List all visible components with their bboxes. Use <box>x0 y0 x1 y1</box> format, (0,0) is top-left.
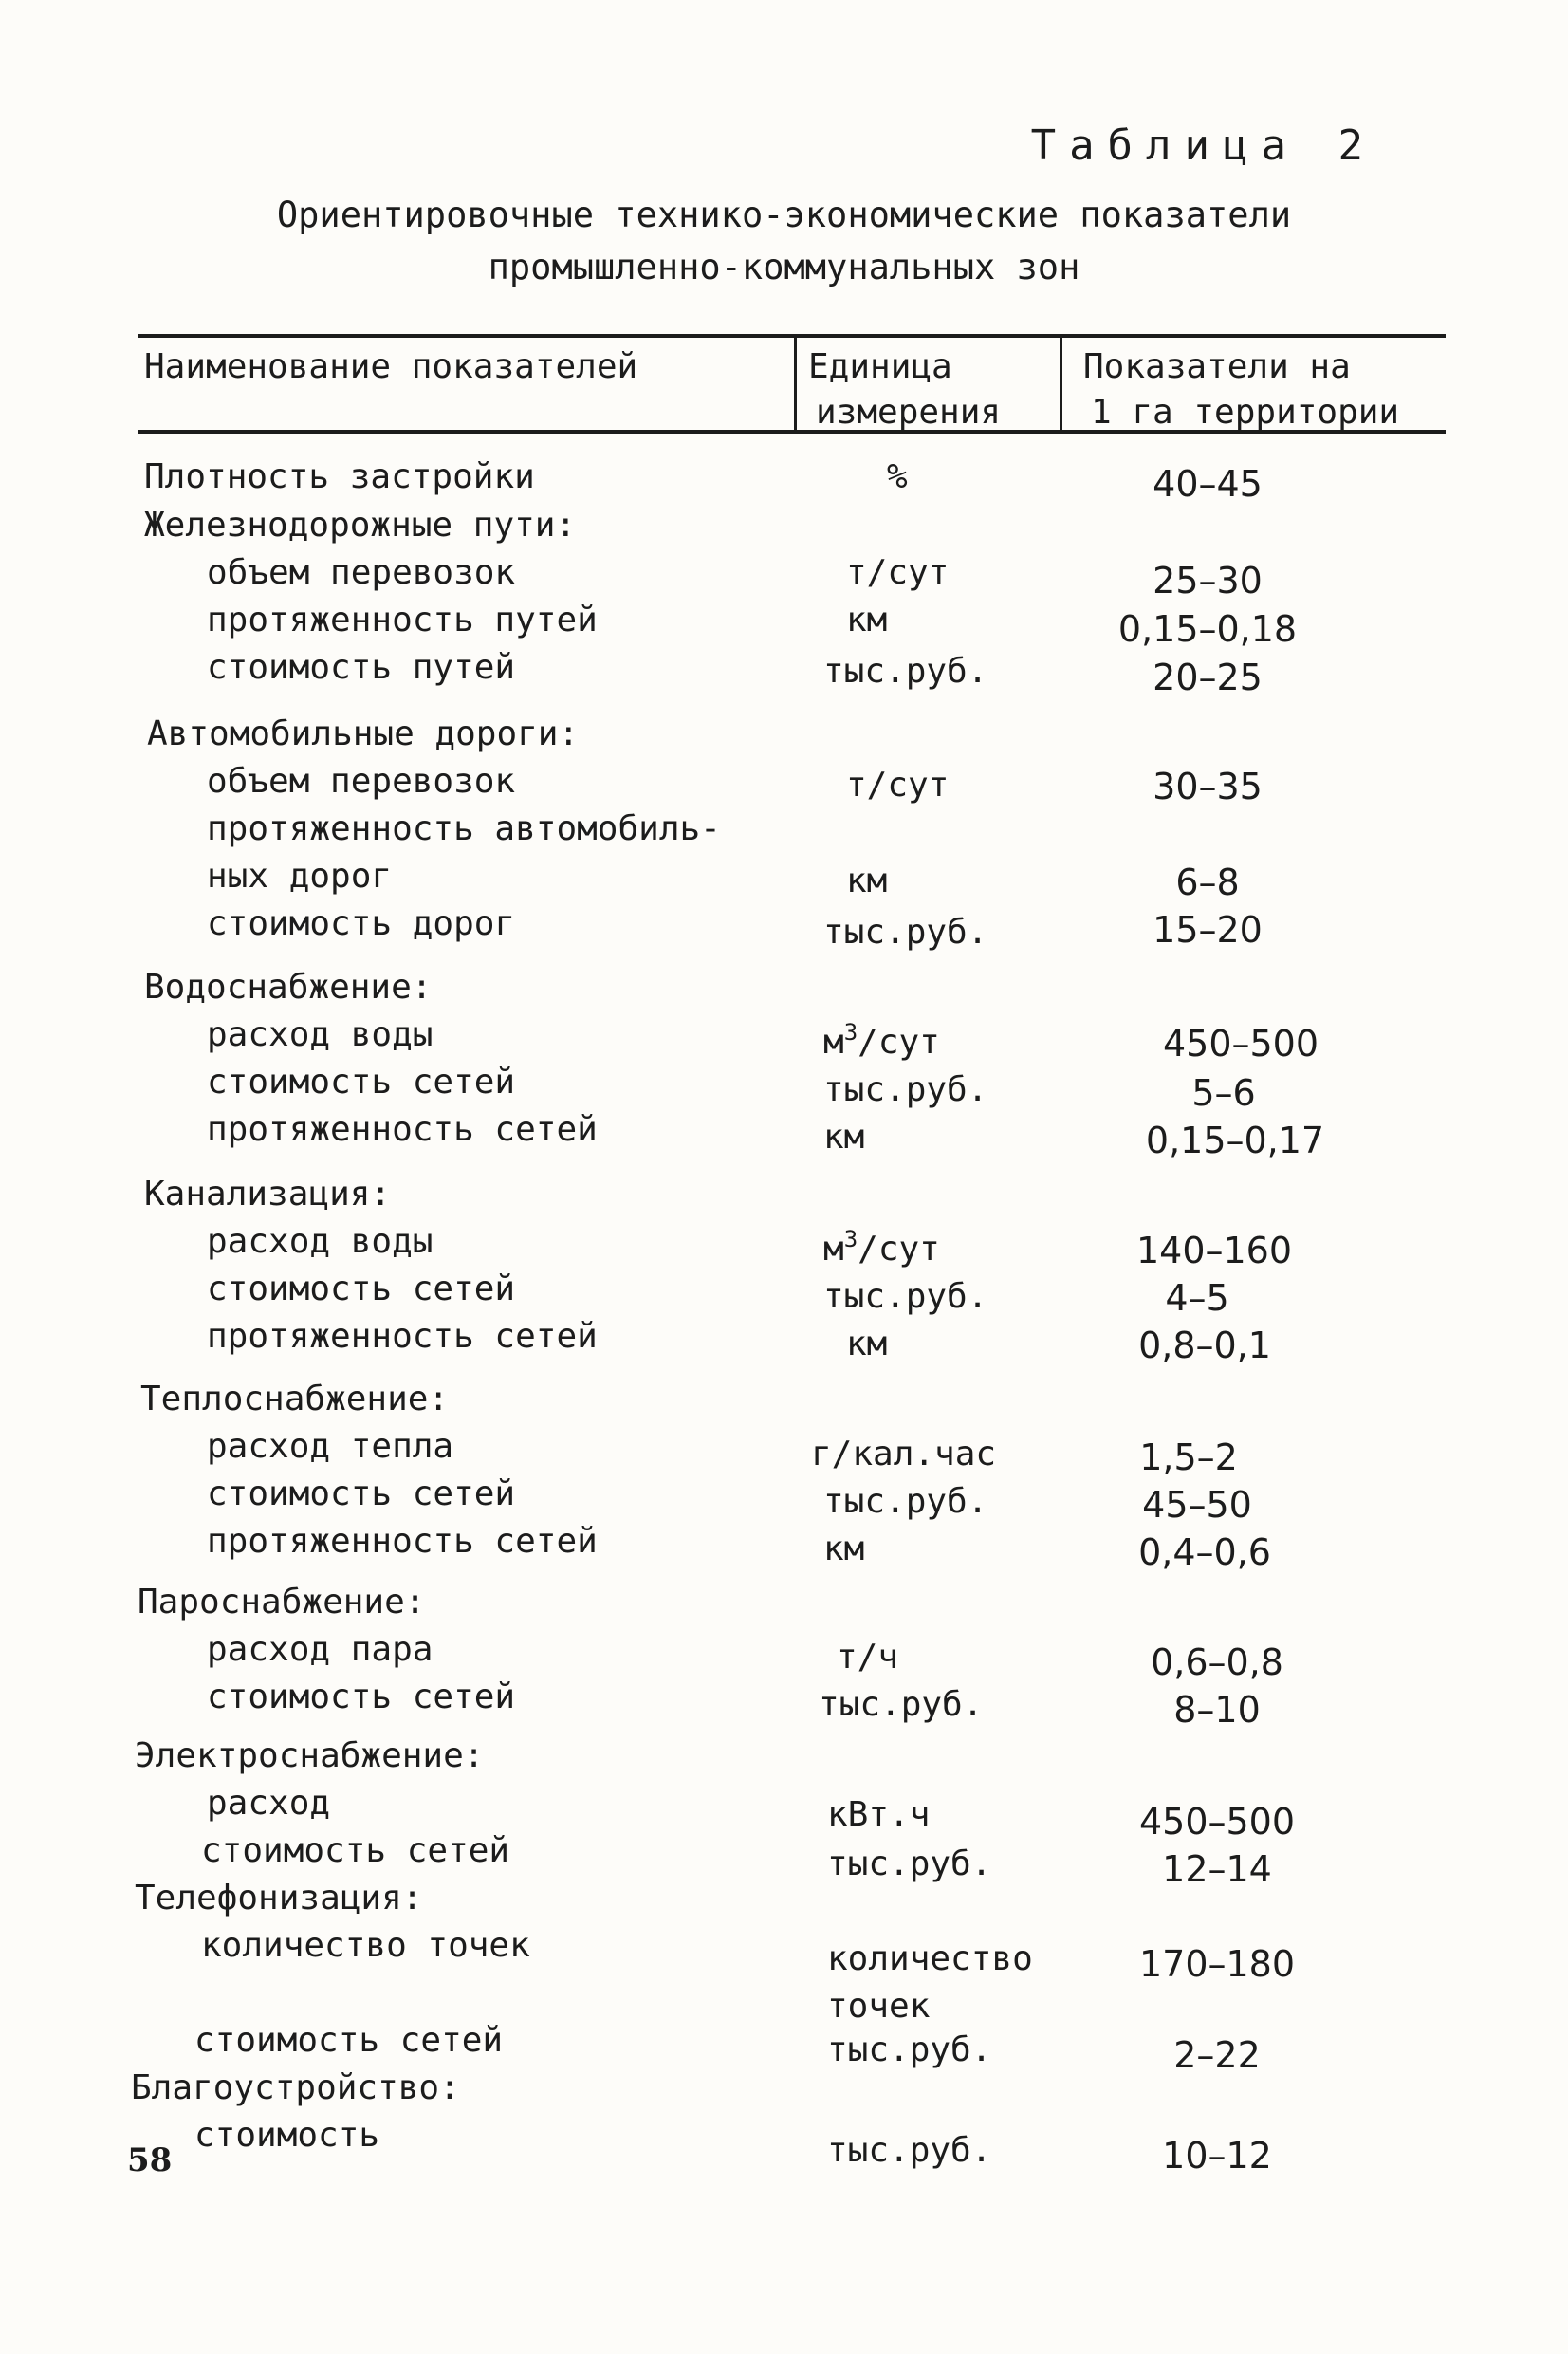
row-label: ных дорог <box>207 857 393 896</box>
row-label: Пароснабжение: <box>138 1583 426 1622</box>
row-unit: тыс.руб. <box>823 652 988 691</box>
row-unit: т/ч <box>837 1638 899 1677</box>
row-unit: км <box>823 1529 865 1568</box>
row-label: стоимость сетей <box>207 1063 516 1102</box>
table-title-line-1: Ориентировочные технико-экономические показатели <box>276 195 1292 235</box>
row-value: 12–14 <box>1162 1848 1272 1890</box>
row-value: 170–180 <box>1138 1943 1296 1985</box>
row-unit <box>823 1019 940 1062</box>
header-unit-line-2: измерения <box>816 393 1002 432</box>
row-label: протяженность сетей <box>207 1110 598 1149</box>
row-unit: тыс.руб. <box>823 1070 988 1109</box>
row-label: стоимость сетей <box>207 1270 516 1308</box>
row-value: 140–160 <box>1135 1230 1293 1271</box>
row-unit <box>823 1226 940 1269</box>
row-value: 2–22 <box>1173 2034 1261 2076</box>
unit-superscript: 3 <box>843 1226 858 1252</box>
row-unit: т/сут <box>846 553 950 592</box>
row-label: расход тепла <box>207 1427 454 1466</box>
row-unit: % <box>887 457 908 496</box>
row-value: 1,5–2 <box>1139 1436 1238 1478</box>
row-value: 450–500 <box>1162 1023 1319 1065</box>
row-label: стоимость дорог <box>207 904 516 943</box>
row-label: объем перевозок <box>207 762 516 801</box>
header-name: Наименование показателей <box>144 347 638 386</box>
row-value: 20–25 <box>1153 657 1263 698</box>
row-unit: т/сут <box>846 766 950 805</box>
table-title-line-2: промышленно-коммунальных зон <box>488 247 1080 287</box>
header-value-line-2: 1 га территории <box>1091 393 1400 432</box>
unit-superscript: 3 <box>843 1019 858 1046</box>
row-value: 6–8 <box>1175 862 1240 903</box>
row-label: расход воды <box>207 1222 434 1261</box>
row-value: 45–50 <box>1142 1484 1252 1526</box>
row-label: стоимость сетей <box>207 1677 516 1716</box>
header-unit-line-1: Единица <box>808 347 952 386</box>
row-label: Электроснабжение: <box>135 1736 485 1775</box>
row-unit: тыс.руб. <box>819 1685 984 1724</box>
row-label: стоимость путей <box>207 648 516 687</box>
row-label: расход воды <box>207 1015 434 1054</box>
row-value: 4–5 <box>1165 1277 1229 1319</box>
row-label: протяженность путей <box>207 601 598 639</box>
row-unit: г/кал.час <box>811 1435 997 1474</box>
row-label: Канализация: <box>144 1175 392 1214</box>
row-label: количество точек <box>201 1926 530 1965</box>
row-unit: тыс.руб. <box>823 913 988 952</box>
page-number: 58 <box>127 2141 173 2179</box>
row-unit-line-2: точек <box>827 1987 931 2026</box>
row-value: 25–30 <box>1153 560 1263 602</box>
row-value: 10–12 <box>1162 2135 1272 2177</box>
table-label: Таблица 2 <box>1030 121 1376 170</box>
row-label: протяженность сетей <box>207 1317 598 1356</box>
row-label: протяженность сетей <box>207 1522 598 1561</box>
header-value-line-1: Показатели на <box>1083 347 1351 386</box>
row-value: 0,15–0,18 <box>1117 608 1298 650</box>
unit-rest: /сут <box>858 1230 940 1269</box>
row-label: стоимость сетей <box>201 1831 510 1870</box>
row-label: объем перевозок <box>207 553 516 592</box>
row-label: расход пара <box>207 1630 434 1669</box>
row-unit: км <box>846 862 888 900</box>
unit-base: м <box>823 1230 844 1269</box>
row-value: 8–10 <box>1173 1689 1261 1731</box>
row-unit: тыс.руб. <box>827 1844 992 1883</box>
unit-rest: /сут <box>858 1023 940 1062</box>
row-value: 0,8–0,1 <box>1138 1325 1271 1366</box>
row-unit: тыс.руб. <box>827 2131 992 2170</box>
row-value: 5–6 <box>1191 1072 1256 1114</box>
row-label: стоимость <box>194 2116 380 2155</box>
unit-base: м <box>823 1023 844 1062</box>
row-value: 0,15–0,17 <box>1145 1120 1325 1161</box>
row-label: расход <box>207 1784 331 1823</box>
row-unit: тыс.руб. <box>827 2030 992 2069</box>
row-unit: км <box>846 1325 888 1363</box>
row-value: 40–45 <box>1153 463 1263 505</box>
row-label: Теплоснабжение: <box>140 1380 450 1418</box>
row-label: Водоснабжение: <box>144 968 433 1007</box>
row-unit: км <box>823 1118 865 1157</box>
header-divider-1 <box>794 336 797 433</box>
row-label: Плотность застройки <box>144 457 535 496</box>
row-value: 15–20 <box>1153 909 1263 951</box>
row-value: 30–35 <box>1153 766 1263 807</box>
row-unit: тыс.руб. <box>823 1482 988 1521</box>
row-label: Автомобильные дороги: <box>147 714 580 753</box>
row-label: Благоустройство: <box>131 2068 460 2107</box>
header-top-rule <box>138 334 1446 338</box>
row-value: 0,4–0,6 <box>1138 1531 1271 1573</box>
row-label: стоимость сетей <box>207 1474 516 1513</box>
row-label: протяженность автомобиль- <box>207 809 721 848</box>
row-label: стоимость сетей <box>194 2021 504 2060</box>
row-value: 450–500 <box>1138 1801 1296 1843</box>
row-label: Железнодорожные пути: <box>144 506 577 545</box>
row-unit: кВт.ч <box>827 1795 931 1834</box>
row-unit: количество <box>827 1939 1033 1978</box>
row-label: Телефонизация: <box>135 1879 423 1918</box>
row-value: 0,6–0,8 <box>1151 1641 1283 1683</box>
header-divider-2 <box>1060 336 1062 433</box>
row-unit: тыс.руб. <box>823 1277 988 1316</box>
row-unit: км <box>846 601 888 639</box>
